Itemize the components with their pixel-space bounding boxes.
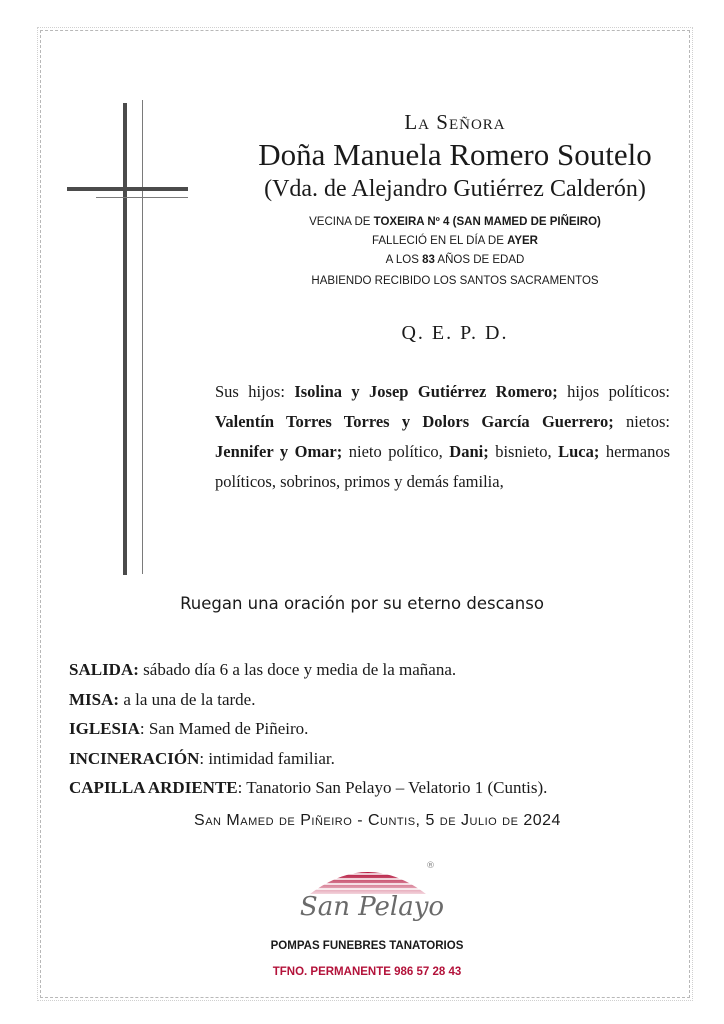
detail-misa: MISA: a la una de la tarde. — [69, 689, 256, 709]
detail-incineracion: INCINERACIÓN: intimidad familiar. — [69, 748, 335, 768]
prayer-request: Ruegan una oración por su eterno descanso — [180, 594, 544, 613]
info-line-residence: VECINA DE TOXEIRA Nº 4 (SAN MAMED DE PIÑEIRO) — [309, 216, 601, 228]
info-line-age: A LOS 83 AÑOS DE EDAD — [385, 254, 525, 266]
notice-title: La Señora — [404, 110, 506, 134]
cross-icon — [123, 103, 127, 575]
info-line-death: FALLECIÓ EN EL DÍA DE AYER — [372, 235, 538, 247]
cross-shadow-line — [142, 100, 143, 574]
registered-mark: ® — [426, 861, 435, 871]
cross-bar-shadow — [96, 197, 188, 198]
deceased-name: Doña Manuela Romero Soutelo — [258, 137, 652, 172]
ceremony-details — [69, 655, 689, 803]
detail-salida: SALIDA: sábado día 6 a las doce y media de la mañana. — [69, 660, 457, 679]
company-name: POMPAS FUNEBRES TANATORIOS — [270, 940, 464, 952]
family-paragraph: Sus hijos: Isolina y Josep Gutiérrez Romero; hijos políticos: Valentín Torres Torres y Dolors García Guerrero; nietos: Jennifer y Omar; nieto político, Dani; bisnieto, Luca; hermanos políticos, sobrinos, primos y demás familia, — [215, 382, 671, 491]
qepd: Q. E. P. D. — [401, 322, 509, 344]
logo-wordmark: San Pelayo — [299, 892, 445, 922]
detail-iglesia: IGLESIA: San Mamed de Piñeiro. — [69, 719, 309, 738]
info-line-sacraments: HABIENDO RECIBIDO LOS SANTOS SACRAMENTOS — [311, 275, 599, 287]
cross-bar — [67, 187, 188, 191]
detail-capilla: CAPILLA ARDIENTE: Tanatorio San Pelayo – Velatorio 1 (Cuntis). — [69, 778, 548, 797]
phone-number: TFNO. PERMANENTE 986 57 28 43 — [272, 966, 462, 978]
place-date: San Mamed de Piñeiro - Cuntis, 5 de Julio de 2024 — [194, 812, 561, 829]
widow-of: (Vda. de Alejandro Gutiérrez Calderón) — [264, 176, 646, 202]
